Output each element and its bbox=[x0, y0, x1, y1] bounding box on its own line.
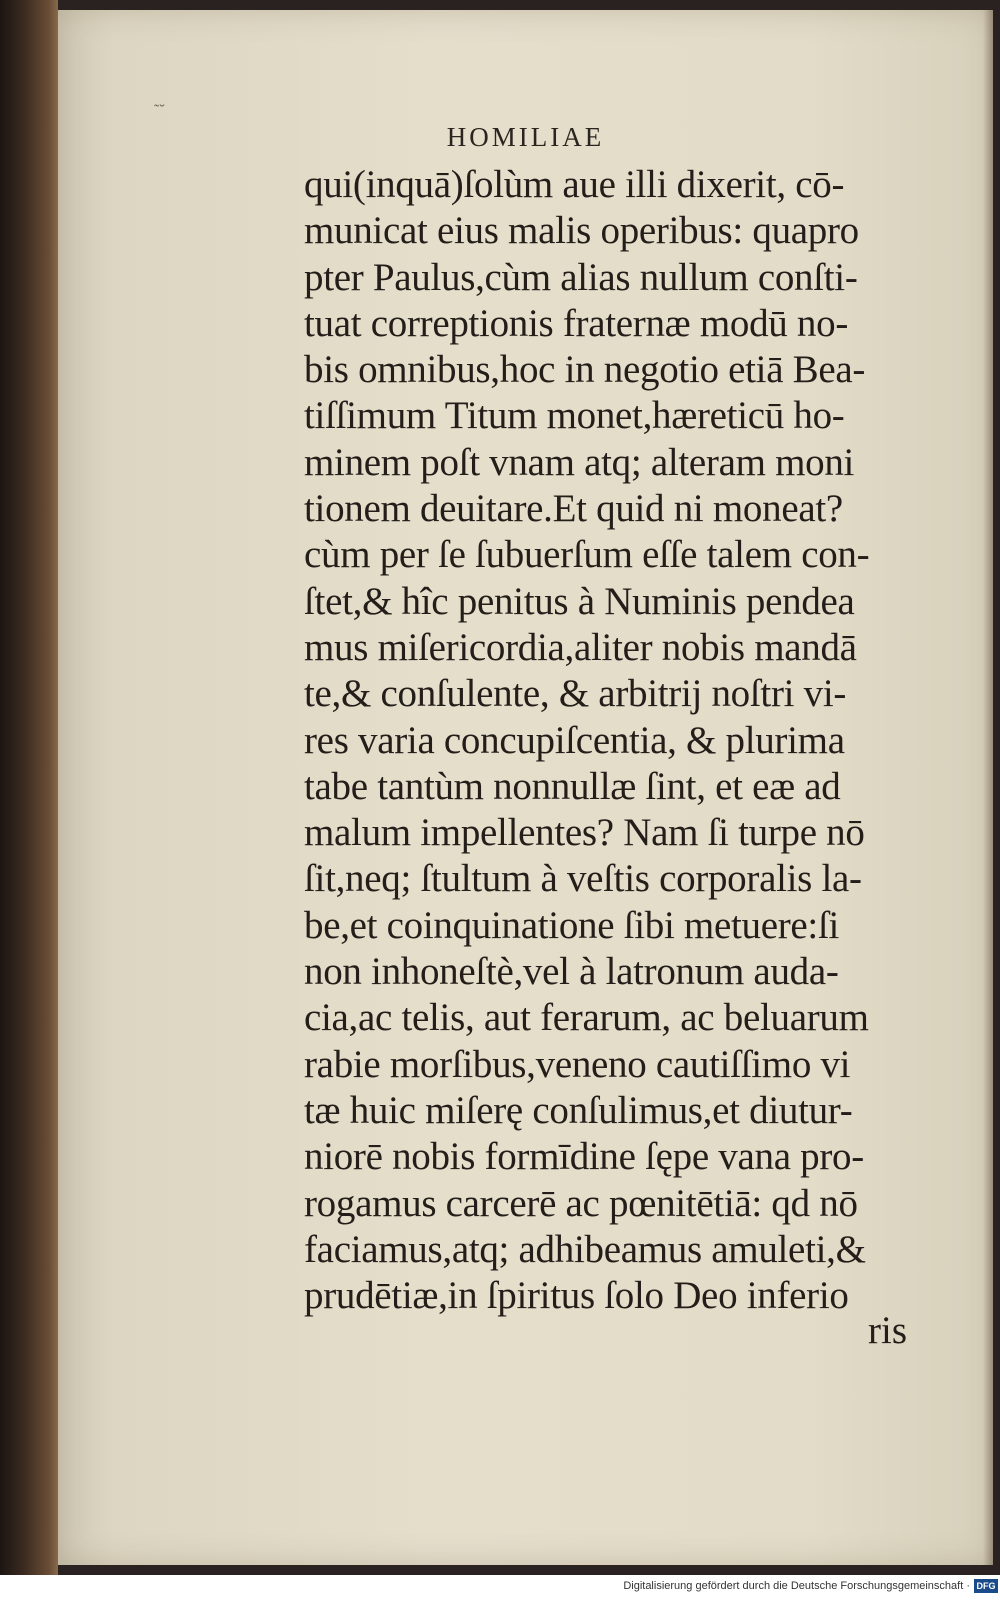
running-head: HOMILIAE bbox=[446, 122, 605, 152]
text-line: municat eius malis operibus: quapro bbox=[304, 209, 859, 253]
text-line: res varia concupiſcentia, & plurima bbox=[304, 718, 845, 762]
page-edge-shadow bbox=[983, 10, 993, 1565]
text-line: qui(inquā)ſolùm aue illi dixerit, cō- bbox=[304, 163, 845, 206]
funding-credit: Digitalisierung gefördert durch die Deutsche Forschungsgemeinschaft · bbox=[623, 1580, 970, 1592]
text-line: non inhoneſtè,vel à latronum auda- bbox=[304, 950, 839, 994]
dfg-logo: DFG bbox=[974, 1579, 998, 1593]
text-line: prudētiæ,in ſpiritus ſolo Deo inferio bbox=[304, 1274, 849, 1318]
text-line: tuat correptionis fraternæ modū no- bbox=[304, 301, 849, 345]
text-line: cia,ac telis, aut ferarum, ac beluarum bbox=[304, 996, 869, 1040]
text-line: bis omnibus,hoc in negotio etiā Bea- bbox=[304, 348, 866, 392]
text-line: te,& conſulente, & arbitrij noſtri vi- bbox=[304, 672, 847, 716]
text-line: be,et coinquinatione ſibi metuere:ſi bbox=[304, 903, 840, 947]
text-line: niorē nobis formīdine ſępe vana pro- bbox=[304, 1135, 864, 1179]
text-line: tæ huic miſerę conſulimus,et diutur- bbox=[304, 1088, 853, 1132]
ink-mark: ˜˘ bbox=[154, 102, 165, 119]
text-line: rogamus carcerē ac pœnitētiā: qd nō bbox=[304, 1181, 858, 1225]
text-line: tabe tantùm nonnullæ ſint, et eæ ad bbox=[304, 764, 841, 808]
text-line: tiſſimum Titum monet,hæreticū ho- bbox=[304, 394, 845, 438]
text-line: tionem deuitare.Et quid ni moneat? bbox=[304, 487, 843, 531]
text-line: mus miſericordia,aliter nobis mandā bbox=[304, 625, 857, 669]
text-line: rabie morſibus,veneno cautiſſimo vi bbox=[304, 1042, 851, 1086]
footer-bar bbox=[0, 1575, 1000, 1603]
text-line: ſtet,& hîc penitus à Numinis pendea bbox=[304, 579, 855, 623]
catchword: ris bbox=[868, 1309, 907, 1352]
body-text bbox=[304, 162, 984, 1319]
text-line: malum impellentes? Nam ſi turpe nō bbox=[304, 811, 865, 855]
text-line: cùm per ſe ſubuerſum eſſe talem con- bbox=[304, 533, 870, 577]
book-page bbox=[58, 10, 993, 1565]
text-line: minem poſt vnam atq; alteram moni bbox=[304, 440, 855, 484]
text-line: ſit,neq; ſtultum à veſtis corporalis la- bbox=[304, 857, 862, 901]
text-line: pter Paulus,cùm alias nullum conſti- bbox=[304, 255, 858, 299]
book-spine bbox=[0, 0, 58, 1575]
text-line: faciamus,atq; adhibeamus amuleti,& bbox=[304, 1227, 866, 1271]
